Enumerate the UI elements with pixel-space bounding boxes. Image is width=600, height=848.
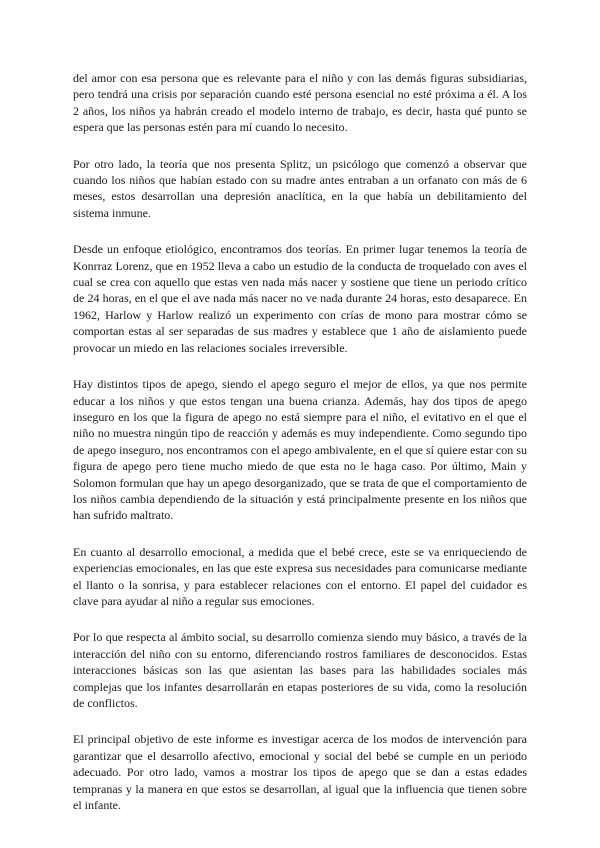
- paragraph-3: Desde un enfoque etiológico, encontramos dos teorías. En primer lugar tenemos la teoría de Konrraz Lorenz, que en 1952 lleva a cabo un estudio de la conducta de troquelado con aves el cual se crea con aquello que estas ven nada más nacer y sostiene que tiene un periodo crítico de 24 horas, en el que el ave nada más nacer no ve nada durante 24 horas, esto desaparece. En 1962, Harlow y Harlow realizó un experimento con crías de mono para mostrar cómo se comportan estas al ser separadas de sus madres y establece que 1 año de aislamiento puede provocar un miedo en las relaciones sociales irreversible.: [73, 242, 527, 355]
- body-text: [73, 70, 527, 833]
- paragraph-5: En cuanto al desarrollo emocional, a medida que el bebé crece, este se va enriqueciendo de experiencias emocionales, en las que este expresa sus necesidades para comunicarse mediante el llanto o la sonrisa, y para establecer relaciones con el entorno. El papel del cuidador es clave para ayudar al niño a regular sus emociones.: [73, 544, 527, 608]
- paragraph-6: Por lo que respecta al ámbito social, su desarrollo comienza siendo muy básico, a través de la interacción del niño con su entorno, diferenciando rostros familiares de desconocidos. Estas interacciones básicas son las que asientan las bases para las habilidades sociales más complejas que los infantes desarrollarán en etapas posteriores de su vida, como la resolución de conflictos.: [73, 630, 527, 710]
- paragraph-4: Hay distintos tipos de apego, siendo el apego seguro el mejor de ellos, ya que nos permite educar a los niños y que estos tengan una buena crianza. Además, hay dos tipos de apego inseguro en los que la figura de apego no está siempre para el niño, el evitativo en el que el niño no muestra ningún tipo de reacción y además es muy independiente. Como segundo tipo de apego inseguro, nos encontramos con el apego ambivalente, en el que sí quiere estar con su figura de apego pero tiene mucho miedo de que esta no le haga caso. Por último, Main y Solomon formulan que hay un apego desorganizado, que se trata de que el comportamiento de los niños cambia dependiendo de la situación y está principalmente presente en los niños que han sufrido maltrato.: [73, 377, 527, 523]
- paragraph-7: El principal objetivo de este informe es investigar acerca de los modos de intervención para garantizar que el desarrollo afectivo, emocional y social del bebé se cumple en un periodo adecuado. Por otro lado, vamos a mostrar los tipos de apego que se dan a estas edades tempranas y la manera en que estos se desarrollan, al igual que la influencia que tienen sobre el infante.: [73, 732, 527, 813]
- paragraph-1: del amor con esa persona que es relevante para el niño y con las demás figuras subsidiarias, pero tendrá una crisis por separación cuando esté persona esencial no esté próxima a él. A los 2 años, los niños ya habrán creado el modelo interno de trabajo, es decir, hasta qué punto se espera que las personas estén para mí cuando lo necesito.: [73, 71, 527, 135]
- paragraph-2: Por otro lado, la teoría que nos presenta Splitz, un psicólogo que comenzó a observar que cuando los niños que habían estado con su madre antes entraban a un orfanato con más de 6 meses, estos desarrollan una depresión anaclítica, en la que había un debilitamiento del sistema inmune.: [73, 156, 527, 220]
